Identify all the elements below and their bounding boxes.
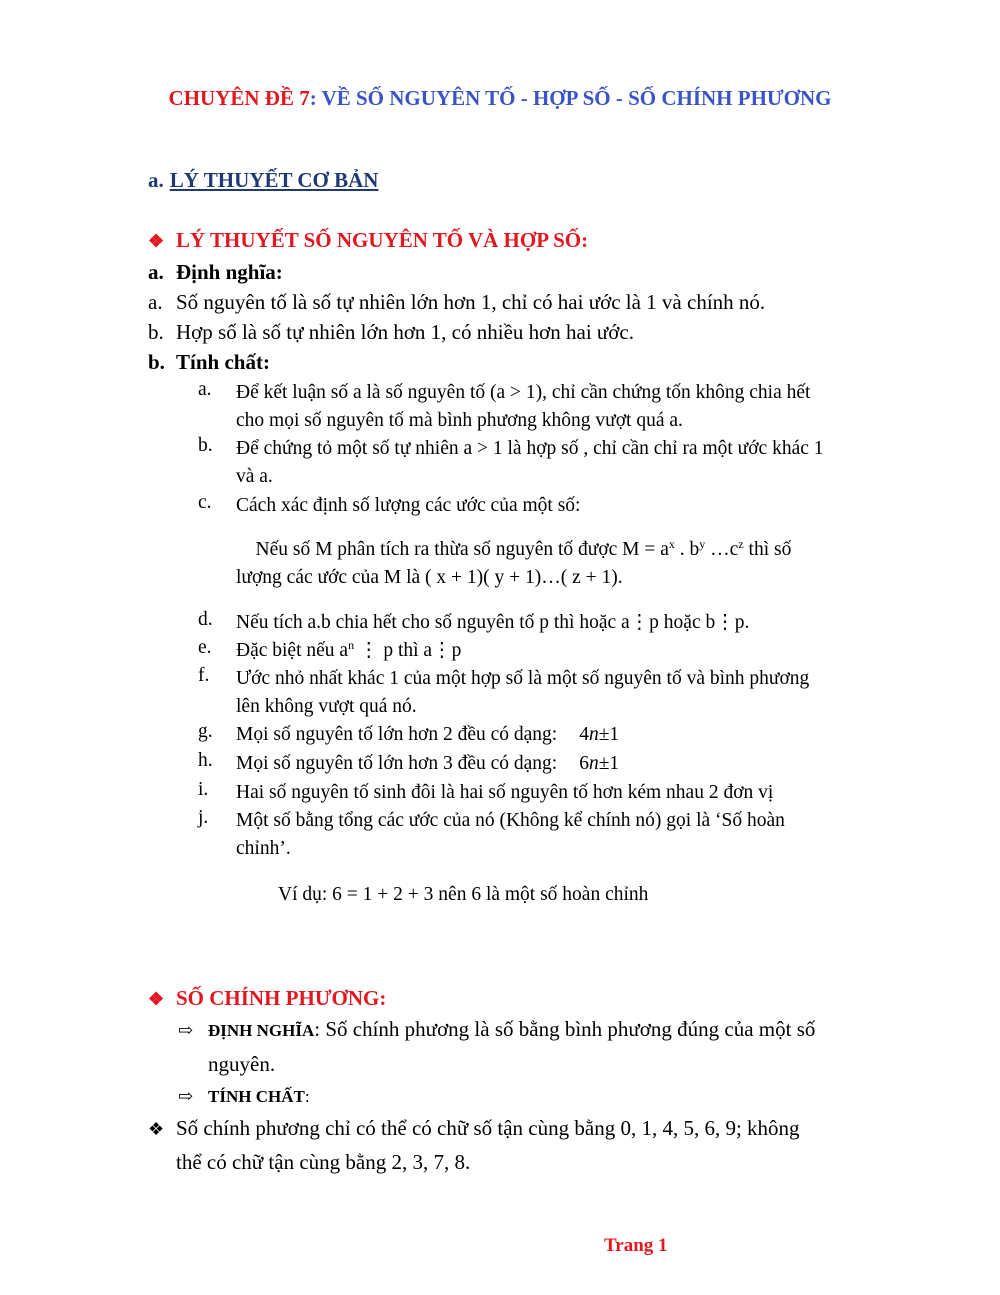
divisor-count-line2: lượng các ước của M là ( x + 1)( y + 1)…( z + 1). [236,567,623,588]
property-b-text [236,435,824,491]
title-topic-name: : VỀ SỐ NGUYÊN TỐ - HỢP SỐ - SỐ CHÍNH PHƯƠNG [309,86,832,110]
section2-heading [148,986,386,1011]
section2-heading-text: SỐ CHÍNH PHƯƠNG: [176,986,387,1010]
property-g-label: g. [198,721,213,742]
square-definition-line2: nguyên. [208,1052,276,1076]
definition-item-a [148,290,765,315]
definition-item-b [148,320,634,345]
property-e-part1: Đặc biệt nếu a [236,640,349,661]
property-d-label: d. [198,609,213,630]
formula-coef: 6 [579,753,589,774]
definition-item-label: a. [148,290,163,314]
section-a-heading [148,168,378,193]
property-d-text: Nếu tích a.b chia hết cho số nguyên tố p thì hoặc a⋮p hoặc b⋮p. [236,612,750,633]
square-property-line2: thể có chữ tận cùng bằng 2, 3, 7, 8. [176,1150,471,1174]
properties-colon: : [304,1087,310,1106]
definition-heading [148,260,283,285]
property-a-line1: Để kết luận số a là số nguyên tố (a > 1), chỉ cần chứng tốn không chia hết [236,382,811,403]
properties-label: b. [148,350,165,374]
property-f-line1: Ước nhỏ nhất khác 1 của một hợp số là một số nguyên tố và bình phương [236,668,810,689]
formula-coef: 4 [579,724,589,745]
section-a-text: LÝ THUYẾT CƠ BẢN [169,168,379,192]
exponent-y: y [699,537,706,551]
property-h-text [236,750,619,778]
square-property-item [148,1116,800,1141]
note-text: . b [674,539,700,560]
property-f-label: f. [198,665,210,686]
property-a-text [236,379,810,435]
square-definition [178,1017,815,1042]
property-h-label: h. [198,750,213,771]
property-b-label: b. [198,435,213,456]
property-e-label: e. [198,637,212,658]
section1-heading [148,228,588,253]
property-a-line2: cho mọi số nguyên tố mà bình phương không vượt quá a. [236,410,683,431]
diamond-bullet-icon: ❖ [148,989,165,1009]
property-g-text [236,721,619,749]
property-j-label: j. [198,807,209,828]
formula-6n [579,753,619,774]
arrow-right-icon: ⇨ [178,1020,194,1040]
note-text: …c [705,539,739,560]
exponent-n: n [348,638,355,652]
property-b-line1: Để chứng tỏ một số tự nhiên a > 1 là hợp số , chỉ cần chỉ ra một ước khác 1 [236,438,824,459]
square-property-line1: Số chính phương chỉ có thể có chữ số tận cùng bằng 0, 1, 4, 5, 6, 9; không [176,1116,800,1140]
definition-item-text: Hợp số là số tự nhiên lớn hơn 1, có nhiều hơn hai ước. [176,320,634,344]
diamond-bullet-icon: ❖ [148,231,165,251]
definition-label: a. [148,260,164,284]
definition-item-text: Số nguyên tố là số tự nhiên lớn hơn 1, chỉ có hai ước là 1 và chính nó. [176,290,766,314]
page-title [0,86,1000,111]
square-definition-text: : Số chính phương là số bằng bình phương đúng của một số [314,1017,816,1041]
divisor-count-note [236,536,791,592]
note-text: Nếu số M phân tích ra thừa số nguyên tố được M = a [255,539,669,560]
exponent-z: z [738,537,744,551]
property-c-label: c. [198,492,212,513]
formula-var: n [588,753,599,774]
divisor-count-line1 [236,536,791,564]
property-i-label: i. [198,779,209,800]
section1-heading-text: LÝ THUYẾT SỐ NGUYÊN TỐ VÀ HỢP SỐ: [176,228,589,252]
property-h-statement: Mọi số nguyên tố lớn hơn 3 đều có dạng: [236,753,558,774]
property-j-text [236,807,785,863]
formula-pm: ±1 [598,724,620,745]
formula-pm: ±1 [598,753,620,774]
note-text: thì số [743,539,792,560]
property-j-line2: chỉnh’. [236,838,291,859]
formula-4n [579,724,619,745]
property-e-part2: ⋮ p thì a⋮p [354,640,462,661]
square-properties [178,1083,310,1108]
perfect-number-example: Ví dụ: 6 = 1 + 2 + 3 nên 6 là một số hoàn chỉnh [278,884,649,905]
diamond-bullet-icon: ❖ [148,1119,165,1139]
property-i-text: Hai số nguyên tố sinh đôi là hai số nguyên tố hơn kém nhau 2 đơn vị [236,782,774,803]
properties-heading [148,350,270,375]
formula-var: n [588,724,599,745]
definition-item-label: b. [148,320,164,344]
property-e-text [236,637,461,665]
property-a-label: a. [198,379,212,400]
property-f-text [236,665,809,721]
property-b-line2: và a. [236,466,273,487]
title-topic-number: CHUYÊN ĐỀ 7 [168,86,310,110]
arrow-right-icon: ⇨ [178,1086,194,1106]
definition-heading-text: Định nghĩa: [176,260,283,284]
section-a-label: a. [148,168,164,192]
page-number: Trang 1 [604,1235,668,1256]
property-g-statement: Mọi số nguyên tố lớn hơn 2 đều có dạng: [236,724,558,745]
property-f-line2: lên không vượt quá nó. [236,696,417,717]
properties-caps: TÍNH CHẤT [208,1087,305,1106]
definition-caps: ĐỊNH NGHĨA [208,1021,315,1040]
property-j-line1: Một số bằng tổng các ước của nó (Không kể chính nó) gọi là ‘Số hoàn [236,810,785,831]
properties-heading-text: Tính chất: [176,350,270,374]
exponent-x: x [668,537,675,551]
property-c-text: Cách xác định số lượng các ước của một số: [236,495,581,516]
